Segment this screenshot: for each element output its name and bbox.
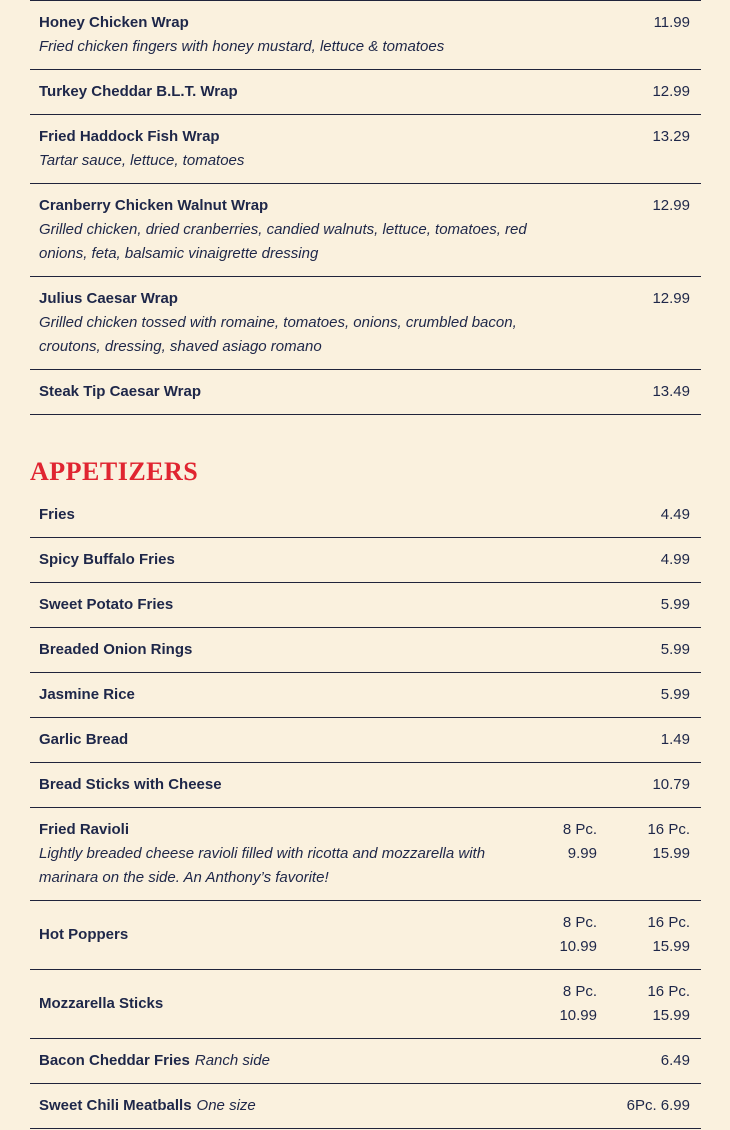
menu-item-price: 10.79 [652, 776, 690, 793]
menu-item-row [30, 538, 701, 583]
menu-item-name-line [39, 593, 620, 617]
menu-item-name: Fried Haddock Fish Wrap [39, 128, 220, 145]
menu-item-name: Sweet Potato Fries [39, 596, 174, 613]
menu-item-description: Grilled chicken tossed with romaine, tomatoes, onions, crumbled bacon, croutons, dressing, shaved asiago romano [39, 314, 517, 355]
menu-item-row [30, 70, 701, 115]
size-column [527, 911, 597, 959]
menu-item-name: Julius Caesar Wrap [39, 290, 178, 307]
menu-item-price: 4.99 [660, 551, 690, 568]
size-label: 8 Pc. [562, 914, 597, 931]
menu-item-row [30, 970, 701, 1039]
size-label: 16 Pc. [647, 914, 690, 931]
size-price: 9.99 [567, 845, 597, 862]
menu-item-main [39, 11, 620, 59]
menu-item-name-line [39, 728, 620, 752]
menu-item-name: Sweet Chili Meatballs [39, 1097, 192, 1114]
section-heading: APPETIZERS [30, 457, 199, 486]
menu-item-price: 5.99 [660, 596, 690, 613]
menu-item-name-line [39, 1094, 620, 1118]
size-column [527, 980, 597, 1028]
menu-item-row [30, 763, 701, 808]
size-price: 15.99 [652, 1007, 690, 1024]
menu-item-main [39, 683, 620, 707]
size-label: 16 Pc. [647, 983, 690, 1000]
menu-item-description: Fried chicken fingers with honey mustard, lettuce & tomatoes [39, 38, 445, 55]
menu-item-name-line [39, 11, 620, 35]
menu-item-row [30, 115, 701, 184]
menu-item-name: Honey Chicken Wrap [39, 14, 189, 31]
menu-item-name-line [39, 1049, 620, 1073]
menu-item-main [39, 818, 527, 890]
menu-item-main [39, 194, 620, 266]
size-column [620, 980, 690, 1028]
menu-item-name-line [39, 194, 620, 218]
menu-item-name-line [39, 638, 620, 662]
menu-item-name: Bacon Cheddar Fries [39, 1052, 190, 1069]
menu-item-name: Mozzarella Sticks [39, 995, 164, 1012]
menu-item-row [30, 1, 701, 70]
menu-item-row [30, 901, 701, 970]
menu-item-name-line [39, 773, 620, 797]
menu-item-name-line [39, 503, 620, 527]
menu-item-main [39, 1049, 620, 1073]
menu-item-price: 13.49 [652, 383, 690, 400]
menu-section [30, 0, 701, 415]
menu-item-size-columns [527, 980, 690, 1028]
menu-item-price: 12.99 [652, 83, 690, 100]
menu-item-note: One size [196, 1097, 256, 1114]
menu-item-size-columns [527, 818, 690, 866]
menu-item-price: 12.99 [652, 197, 690, 214]
menu-item-row [30, 493, 701, 538]
menu-item-row [30, 718, 701, 763]
menu-item-description: Tartar sauce, lettuce, tomatoes [39, 152, 245, 169]
menu-item-main [39, 1094, 620, 1118]
menu-item-price: 1.49 [660, 731, 690, 748]
menu-item-note: Ranch side [194, 1052, 270, 1069]
menu-item-price: 6Pc. 6.99 [626, 1097, 690, 1114]
menu-item-name-line [39, 125, 620, 149]
menu-item-row [30, 673, 701, 718]
menu-item-name: Spicy Buffalo Fries [39, 551, 175, 568]
menu-item-size-columns [527, 911, 690, 959]
menu-item-name: Turkey Cheddar B.L.T. Wrap [39, 83, 238, 100]
menu-item-row [30, 277, 701, 370]
menu-item-name: Fries [39, 506, 75, 523]
menu-item-row [30, 1039, 701, 1084]
menu-item-name: Breaded Onion Rings [39, 641, 193, 658]
menu-section [30, 493, 701, 1129]
menu-item-main [39, 992, 527, 1016]
menu-item-description: Grilled chicken, dried cranberries, candied walnuts, lettuce, tomatoes, red onions, feta, balsamic vinaigrette dressing [39, 221, 527, 262]
menu-item-name-line [39, 992, 527, 1016]
size-label: 16 Pc. [647, 821, 690, 838]
menu-item-name-line [39, 380, 620, 404]
size-column [527, 818, 597, 866]
size-price: 15.99 [652, 845, 690, 862]
size-price: 10.99 [559, 1007, 597, 1024]
size-price: 15.99 [652, 938, 690, 955]
menu-item-main [39, 548, 620, 572]
menu-item-price: 6.49 [660, 1052, 690, 1069]
menu-item-name: Bread Sticks with Cheese [39, 776, 222, 793]
menu-item-price: 12.99 [652, 290, 690, 307]
size-label: 8 Pc. [562, 983, 597, 1000]
menu-item-name-line [39, 923, 527, 947]
menu-item-main [39, 125, 620, 173]
menu-item-price: 13.29 [652, 128, 690, 145]
menu-item-name: Fried Ravioli [39, 821, 130, 838]
menu-item-name-line [39, 818, 527, 842]
menu-item-name: Garlic Bread [39, 731, 129, 748]
menu-item-price: 5.99 [660, 641, 690, 658]
menu-sections [30, 0, 701, 1129]
menu-item-main [39, 728, 620, 752]
menu-item-main [39, 923, 527, 947]
menu-item-row [30, 370, 701, 415]
menu-item-price: 4.49 [660, 506, 690, 523]
menu-item-row [30, 1084, 701, 1129]
menu-item-price: 11.99 [653, 14, 690, 31]
menu-item-name-line [39, 80, 620, 104]
menu-item-row [30, 583, 701, 628]
menu-item-row [30, 808, 701, 901]
size-column [620, 911, 690, 959]
restaurant-menu [30, 0, 701, 1129]
menu-item-price: 5.99 [660, 686, 690, 703]
menu-item-main [39, 287, 620, 359]
menu-item-name-line [39, 287, 620, 311]
size-price: 10.99 [559, 938, 597, 955]
menu-item-name-line [39, 548, 620, 572]
menu-item-name: Cranberry Chicken Walnut Wrap [39, 197, 269, 214]
menu-item-description: Lightly breaded cheese ravioli filled with ricotta and mozzarella with marinara on the side. An Anthony’s favorite! [39, 845, 486, 886]
menu-item-name: Steak Tip Caesar Wrap [39, 383, 202, 400]
menu-item-main [39, 638, 620, 662]
menu-item-main [39, 80, 620, 104]
size-label: 8 Pc. [562, 821, 597, 838]
menu-item-main [39, 380, 620, 404]
menu-item-name-line [39, 683, 620, 707]
menu-item-row [30, 628, 701, 673]
menu-item-row [30, 184, 701, 277]
menu-item-name: Hot Poppers [39, 926, 129, 943]
size-column [620, 818, 690, 866]
menu-item-main [39, 593, 620, 617]
menu-item-main [39, 503, 620, 527]
menu-item-main [39, 773, 620, 797]
menu-item-name: Jasmine Rice [39, 686, 135, 703]
